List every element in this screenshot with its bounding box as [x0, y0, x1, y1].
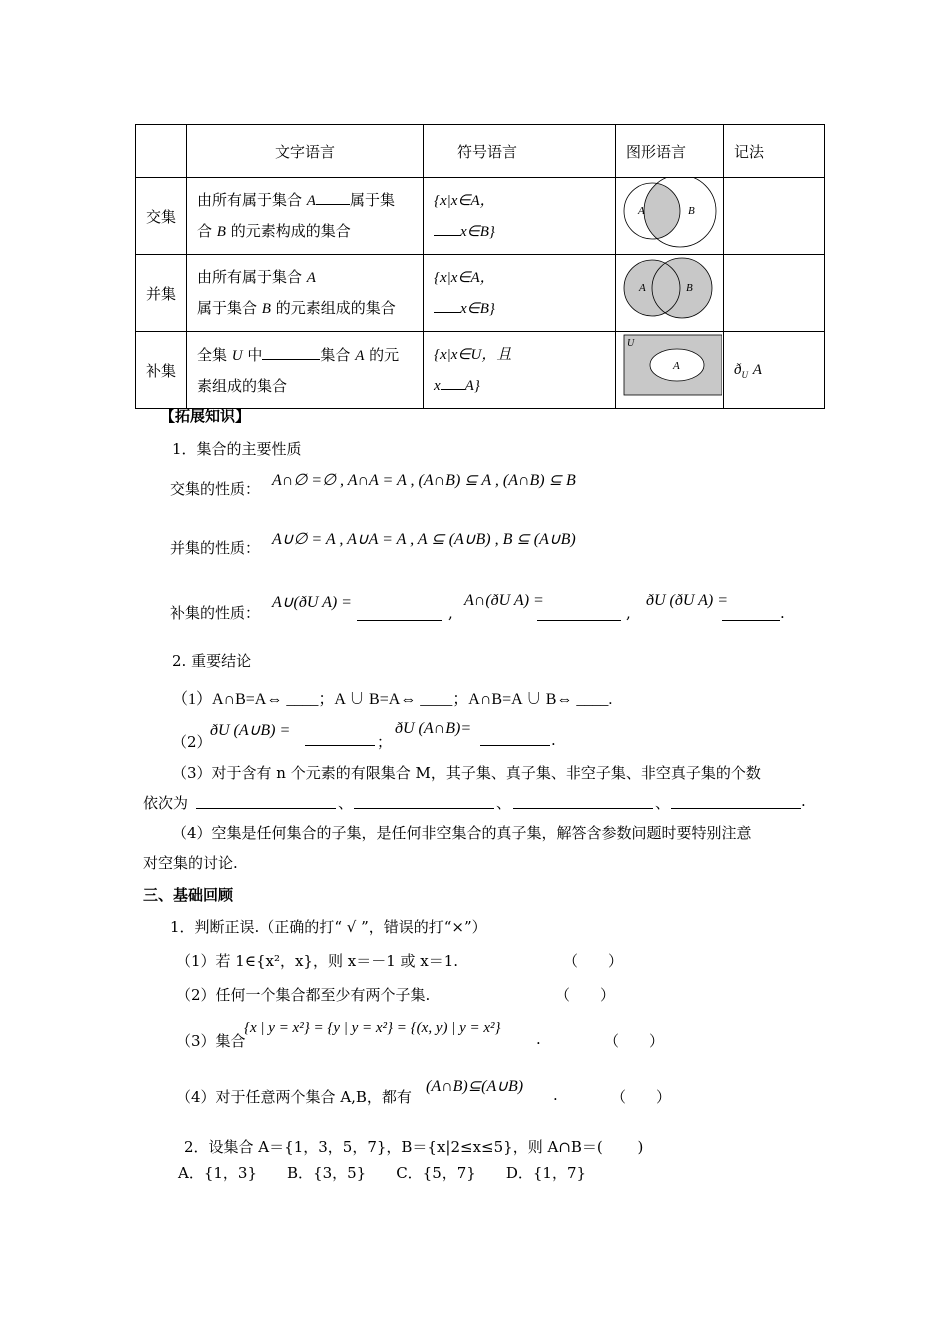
- period: .: [780, 604, 785, 622]
- union-venn-diagram: [616, 255, 722, 327]
- complement-notation: $ð_U$ A: [724, 332, 825, 409]
- period: .: [551, 731, 556, 749]
- svg-text:B: B: [686, 282, 693, 294]
- separator: 、: [496, 794, 512, 812]
- set-operations-table: [135, 124, 825, 409]
- answer-paren: （ ）: [563, 952, 624, 970]
- row-label-union: 并集: [136, 255, 187, 332]
- comp-formula-1: A∪(ðU A) =: [272, 594, 352, 611]
- blank: [354, 808, 494, 809]
- ext-heading: 【拓展知识】: [160, 407, 251, 425]
- answer-paren: （ ）: [555, 986, 616, 1004]
- question-1-2: （2）任何一个集合都至少有两个子集.: [176, 986, 431, 1004]
- header-graphic-language: 图形语言: [616, 125, 724, 178]
- review-heading: 三、基础回顾: [143, 886, 234, 904]
- complement-venn-diagram: [616, 332, 722, 404]
- conclusion-2-formula-1: ðU (A∪B) =: [210, 722, 291, 739]
- blank: [671, 808, 801, 809]
- blank: [196, 808, 336, 809]
- period: .: [536, 1030, 541, 1048]
- question-1: 1．判断正误.（正确的打“ √ ”，错误的打“×”）: [170, 918, 487, 936]
- row-label-complement: 补集: [136, 332, 187, 409]
- conclusion-4-line2: 对空集的讨论.: [143, 854, 238, 872]
- conclusion-3-line2: 依次为: [143, 794, 189, 812]
- period: .: [553, 1086, 558, 1104]
- question-1-3-prefix: （3）集合: [176, 1032, 246, 1050]
- comp-formula-2: A∩(ðU A) =: [464, 592, 544, 609]
- conclusion-4-line1: （4）空集是任何集合的子集，是任何非空集合的真子集，解答含参数问题时要特别注意: [172, 824, 752, 842]
- conclusion-3-line1: （3）对于含有 n 个元素的有限集合 M，其子集、真子集、非空子集、非空真子集的个数: [172, 764, 761, 782]
- conclusion-2-blank-2: [480, 745, 550, 746]
- conclusion-2-blank-1: [305, 745, 375, 746]
- inter-label: 交集的性质：: [170, 480, 261, 498]
- table-row: [136, 255, 825, 332]
- intersection-venn-diagram: [616, 178, 722, 250]
- inter-formula: A∩∅ =∅ , A∩A = A , (A∩B) ⊆ A , (A∩B) ⊆ B: [272, 472, 576, 489]
- union-formula: A∪∅ = A , A∪A = A , A ⊆ (A∪B) , B ⊆ (A∪B): [272, 531, 576, 548]
- period: .: [801, 792, 806, 810]
- separator: ；: [377, 733, 393, 751]
- comp-label: 补集的性质：: [170, 604, 261, 622]
- ext-section1-title: 1．集合的主要性质: [172, 440, 302, 458]
- answer-paren: （ ）: [604, 1032, 665, 1050]
- row-label-intersection: 交集: [136, 178, 187, 255]
- comp-blank-2: [537, 620, 621, 621]
- comma: ,: [626, 604, 631, 622]
- intersection-venn: [616, 178, 724, 255]
- svg-text:A: A: [639, 282, 646, 294]
- header-notation: 记法: [724, 125, 825, 178]
- comp-formula-3: ðU (ðU A) =: [646, 592, 729, 609]
- ext-section2-title: 2. 重要结论: [172, 652, 252, 670]
- comp-blank-1: [357, 620, 442, 621]
- conclusion-1: （1）A∩B=A⇔ ____；A ∪ B=A⇔ ____；A∩B=A ∪ B⇔ ____.: [172, 691, 613, 708]
- complement-text: 全集 U 中 集合 A 的元 素组成的集合: [187, 332, 424, 409]
- svg-text:A: A: [673, 360, 680, 372]
- header-cell: [136, 125, 187, 178]
- blank: [513, 808, 653, 809]
- intersection-text: 由所有属于集合 A 属于集 合 B 的元素构成的集合: [187, 178, 424, 255]
- union-symbol: {x|x∈A， x∈B}: [424, 255, 616, 332]
- table-row: [136, 178, 825, 255]
- conclusion-2-prefix: （2）: [172, 733, 212, 751]
- svg-text:A: A: [638, 205, 645, 217]
- svg-text:B: B: [688, 205, 695, 217]
- union-text: 由所有属于集合 A 属于集合 B 的元素组成的集合: [187, 255, 424, 332]
- conclusion-2-formula-2: ðU (A∩B)=: [395, 720, 472, 737]
- union-notation: [724, 255, 825, 332]
- answer-paren: （ ）: [611, 1088, 672, 1106]
- question-2: 2．设集合 A＝{1，3，5，7}，B＝{x|2≤x≤5}，则 A∩B＝( ): [184, 1138, 644, 1156]
- intersection-notation: [724, 178, 825, 255]
- question-1-1: （1）若 1∈{x²，x}，则 x＝－1 或 x＝1.: [176, 952, 459, 970]
- svg-text:U: U: [627, 338, 635, 349]
- union-venn: [616, 255, 724, 332]
- header-text-language: 文字语言: [187, 125, 424, 178]
- complement-venn: [616, 332, 724, 409]
- table-row: [136, 332, 825, 409]
- complement-symbol: {x|x∈U，且 x A}: [424, 332, 616, 409]
- question-1-4-prefix: （4）对于任意两个集合 A,B，都有: [176, 1088, 412, 1106]
- question-1-3-formula: {x | y = x²} = {y | y = x²} = {(x, y) | y = x²}: [244, 1020, 501, 1036]
- comma: ,: [448, 604, 453, 622]
- union-label: 并集的性质：: [170, 539, 261, 557]
- separator: 、: [655, 794, 671, 812]
- question-2-options: A．{1，3} B．{3，5} C．{5，7} D．{1，7}: [178, 1164, 587, 1182]
- intersection-symbol: {x|x∈A， x∈B}: [424, 178, 616, 255]
- comp-blank-3: [722, 620, 780, 621]
- separator: 、: [338, 794, 354, 812]
- header-symbol-language: 符号语言: [424, 125, 616, 178]
- question-1-4-formula: (A∩B)⊆(A∪B): [426, 1078, 524, 1095]
- table-header-row: [136, 125, 825, 178]
